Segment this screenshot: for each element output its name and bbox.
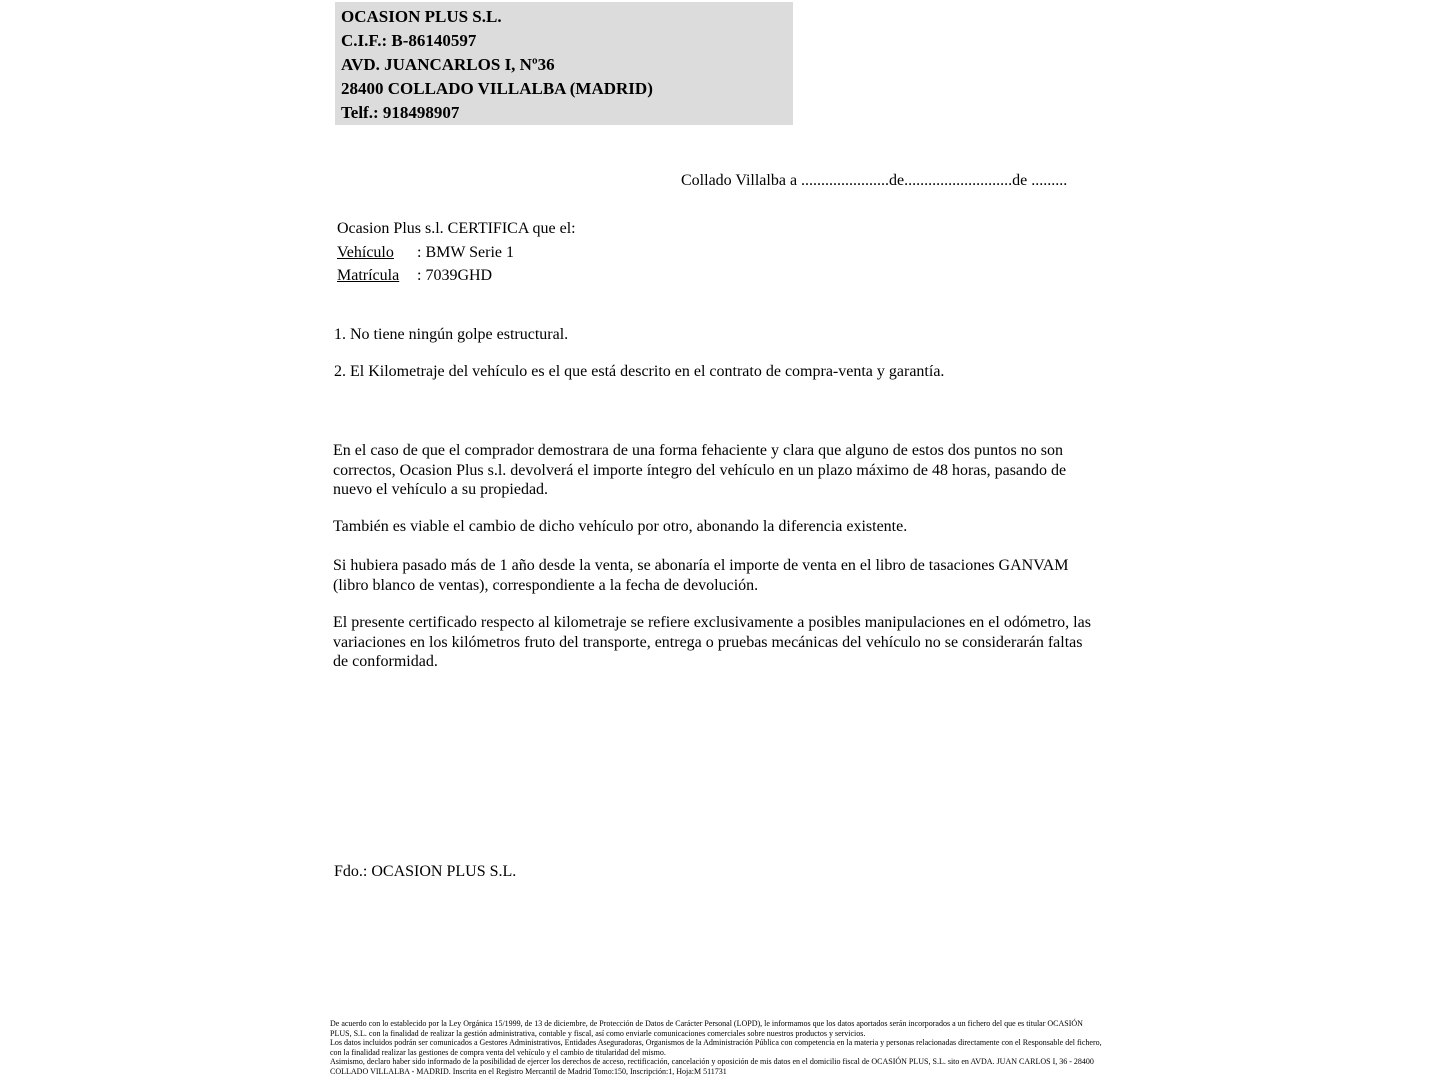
company-city: 28400 COLLADO VILLALBA (MADRID) [341, 79, 653, 98]
odometer-clause-paragraph: El presente certificado respecto al kilometraje se refiere exclusivamente a posibles manipulaciones en el odómetro, las variaciones en los kilómetros fruto del transporte, entrega o pruebas mecánicas del vehículo no se considerarán faltas de conformidad. [333, 614, 1091, 670]
company-header-block [335, 2, 793, 125]
legal-paragraph-lopd: De acuerdo con lo establecido por la Ley Orgánica 15/1999, de 13 de diciembre, de Protección de Datos de Carácter Personal (LOPD), le informamos que los datos aportados serán incorporados a un fichero del que es titular OCASIÓN PLUS, S.L. con la finalidad de realizar la gestión administrativa, contable y fiscal, así como enviarle comunicaciones comerciales sobre nuestros productos y servicios. [330, 1019, 1083, 1038]
certify-block [337, 217, 576, 288]
certified-point-2: 2. El Kilometraje del vehículo es el que está descrito en el contrato de compra-venta y garantía. [334, 363, 945, 380]
certify-intro: Ocasion Plus s.l. CERTIFICA que el: [337, 220, 576, 237]
ganvam-clause-paragraph: Si hubiera pasado más de 1 año desde la venta, se abonaría el importe de venta en el libro de tasaciones GANVAM (libro blanco de ventas), correspondiente a la fecha de devolución. [333, 557, 1069, 594]
company-address: AVD. JUANCARLOS I, Nº36 [341, 55, 555, 74]
plate-field-label: Matrícula [337, 267, 400, 284]
certified-point-1: 1. No tiene ningún golpe estructural. [334, 326, 569, 343]
exchange-clause-paragraph: También es viable el cambio de dicho vehículo por otro, abonando la diferencia existente. [333, 518, 908, 535]
vehicle-field-row [337, 241, 576, 265]
signature-line: Fdo.: OCASION PLUS S.L. [334, 863, 517, 880]
legal-paragraph-rights: Asimismo, declaro haber sido informado de la posibilidad de ejercer los derechos de acceso, rectificación, cancelación y oposición de mis datos en el domicilio fiscal de OCASIÓN PLUS, S.L. sito en AVDA. JUAN CARLOS I, 36 - 28400 COLLADO VILLALBA - MADRID. Inscrita en el Registro Mercantil de Madrid Tomo:150, Inscripción:1, Hoja:M 511731 [330, 1057, 1094, 1076]
company-cif: C.I.F.: B-86140597 [341, 31, 477, 50]
company-phone: Telf.: 918498907 [341, 103, 460, 122]
company-name: OCASION PLUS S.L. [341, 7, 502, 26]
plate-field-value: : 7039GHD [417, 267, 493, 284]
legal-fine-print [330, 1019, 1102, 1076]
vehicle-field-value: : BMW Serie 1 [417, 243, 515, 261]
plate-field-row [337, 264, 576, 288]
legal-paragraph-data-sharing: Los datos incluidos podrán ser comunicados a Gestores Administrativos, Entidades Aseguradoras, Organismos de la Administración Pública con competencia en la materia y personas relacionadas directamente con el Responsable del fichero, con la finalidad realizar las gestiones de compra venta del vehículo y el cambio de titularidad del mismo. [330, 1038, 1102, 1057]
vehicle-field-label: Vehículo [337, 243, 394, 261]
refund-clause-paragraph: En el caso de que el comprador demostrara de una forma fehaciente y clara que alguno de estos dos puntos no son correctos, Ocasion Plus s.l. devolverá el importe íntegro del vehículo en un plazo máximo de 48 horas, pasando de nuevo el vehículo a su propiedad. [333, 442, 1067, 498]
date-line: Collado Villalba a ......................de...........................de ......... [681, 172, 1068, 189]
